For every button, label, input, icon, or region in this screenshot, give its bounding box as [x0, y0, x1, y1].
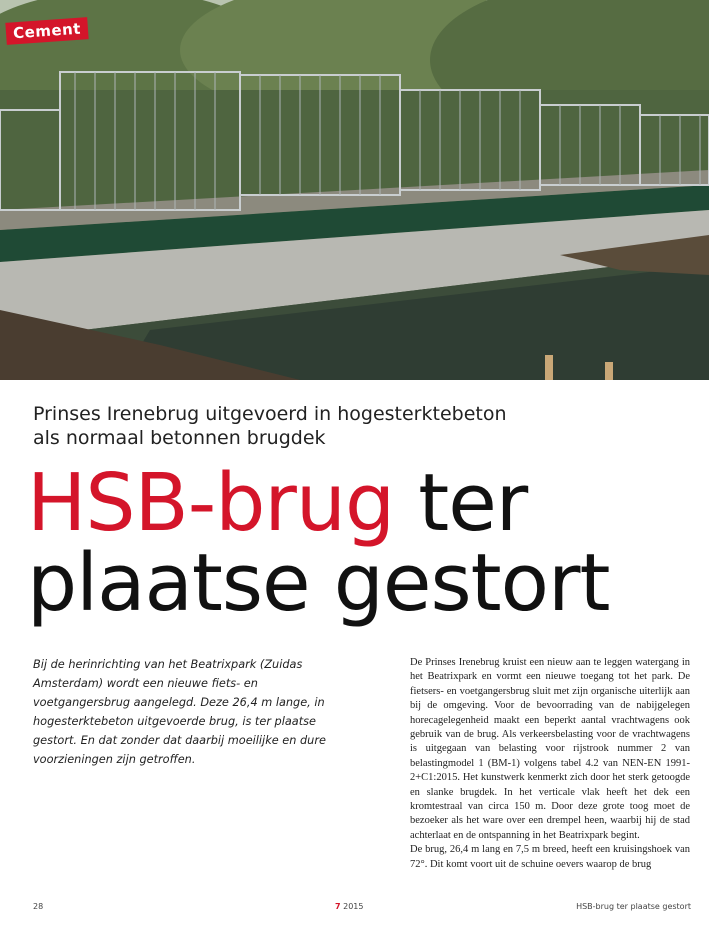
issue-year: 2015 [340, 902, 364, 911]
running-title: HSB-brug ter plaatse gestort [576, 902, 691, 911]
bridge-photo [0, 0, 709, 380]
bridge-photo-illustration [0, 0, 709, 380]
subtitle-line-2: als normaal betonnen brugdek [33, 427, 326, 449]
page-number: 28 [33, 902, 44, 911]
article-body [410, 656, 690, 872]
magazine-logo-text: Cement [12, 19, 82, 43]
article-headline [27, 457, 707, 629]
article-subtitle [33, 402, 673, 450]
subtitle-line-1: Prinses Irenebrug uitgevoerd in hogesterktebeton [33, 403, 507, 425]
issue-label [335, 902, 363, 911]
article-intro: Bij de herinrichting van het Beatrixpark (Zuidas Amsterdam) wordt een nieuwe fiets- en voetgangersbrug aangelegd. Deze 26,4 m lange, in hogesterktebeton uitgevoerde brug, is ter plaatse gestort. En dat zonder dat daarbij moeilijke en dure voorzieningen zijn getroffen. [33, 658, 326, 766]
body-paragraph-1: De Prinses Irenebrug kruist een nieuw aan te leggen watergang in het Beatrixpark en vormt een nieuwe toegang tot het park. De fietsers- en voetgangersbrug sluit met zijn organische uiterlijk aan bij de omgeving. Voor de bevoorrading van de nabijgelegen horecagelegenheid maakt een beperkt aantal vrachtwagens ook gebruik van de brug. Als verkeersbelasting voor de vrachtwagens is uitgegaan van belasting voor rijstrook nummer 2 van belastingmodel 1 (BM-1) volgens tabel 4.2 van NEN-EN 1991-2+C1:2015. Het kunstwerk kenmerkt zich door het sterk getoogde en slanke brugdek. In het verticale vlak heeft het dek een kromtestraal van circa 150 m. Door deze grote toog moet de bezoeker als het ware over een drempel heen, waarbij hij de stad achterlaat en de ontspanning in het Beatrixpark begint. [410, 657, 690, 841]
headline-red-part: HSB-brug [27, 457, 395, 549]
issue-number: 7 [335, 902, 341, 911]
headline-line-2: plaatse gestort [27, 537, 610, 629]
body-paragraph-2: De brug, 26,4 m lang en 7,5 m breed, heeft een kruisingshoek van 72°. Dit komt voort uit de schuine oevers waarop de brug [410, 844, 690, 870]
headline-rest: ter [394, 457, 528, 549]
